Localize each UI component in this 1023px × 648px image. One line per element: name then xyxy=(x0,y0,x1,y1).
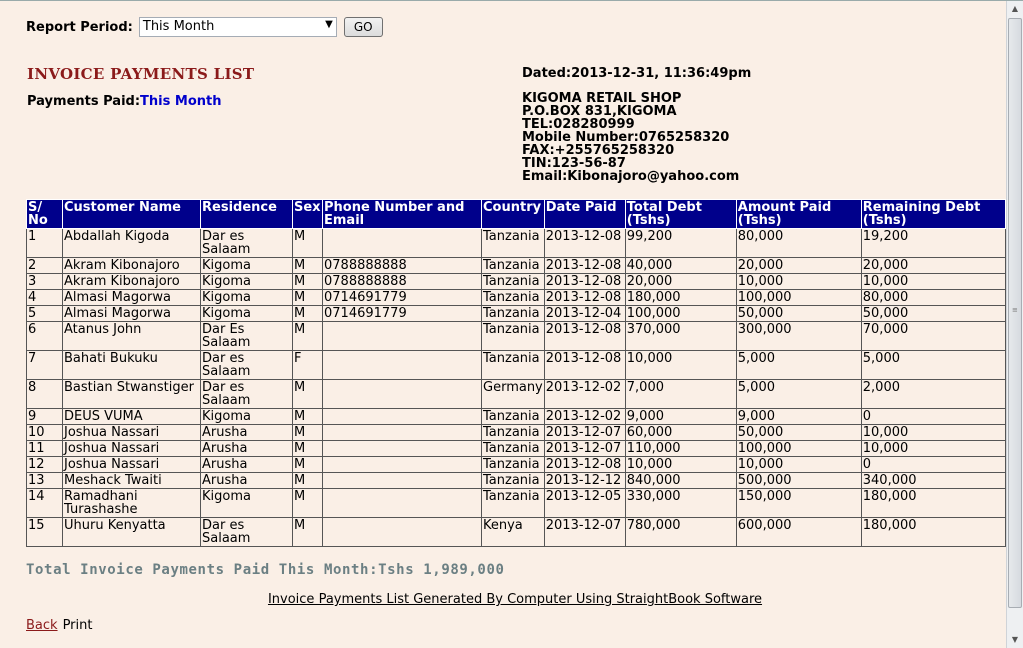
cell-customer-name: Meshack Twaiti xyxy=(63,473,201,489)
table-header-row xyxy=(27,200,1006,229)
cell-sex: M xyxy=(293,457,323,473)
print-link[interactable]: Print xyxy=(62,618,93,633)
cell-total-debt: 7,000 xyxy=(625,380,736,409)
column-header-phone-email: Phone Number and Email xyxy=(323,200,482,229)
cell-country: Tanzania xyxy=(482,306,545,322)
table-body xyxy=(27,229,1006,547)
cell-date-paid: 2013-12-07 xyxy=(544,425,625,441)
cell-total-debt: 100,000 xyxy=(625,306,736,322)
scroll-down-icon[interactable]: ▼ xyxy=(1011,635,1019,644)
cell-country: Tanzania xyxy=(482,290,545,306)
cell-phone-email xyxy=(323,489,482,518)
report-period-label: Report Period: xyxy=(26,19,133,35)
shop-tin: TIN:123-56-87 xyxy=(522,156,626,171)
page-title: INVOICE PAYMENTS LIST xyxy=(27,65,255,83)
table-row xyxy=(27,351,1006,380)
cell-residence: Kigoma xyxy=(201,409,293,425)
cell-customer-name: Almasi Magorwa xyxy=(63,306,201,322)
column-header-remaining-debt: Remaining Debt (Tshs) xyxy=(861,200,1005,229)
shop-tel: TEL:028280999 xyxy=(522,117,635,132)
cell-total-debt: 110,000 xyxy=(625,441,736,457)
column-header-country: Country xyxy=(482,200,545,229)
cell-sno: 5 xyxy=(27,306,63,322)
cell-date-paid: 2013-12-08 xyxy=(544,457,625,473)
cell-remaining-debt: 80,000 xyxy=(861,290,1005,306)
cell-sno: 7 xyxy=(27,351,63,380)
cell-total-debt: 99,200 xyxy=(625,229,736,258)
cell-sno: 10 xyxy=(27,425,63,441)
cell-total-debt: 10,000 xyxy=(625,457,736,473)
cell-date-paid: 2013-12-08 xyxy=(544,322,625,351)
cell-residence: Dar Es Salaam xyxy=(201,322,293,351)
cell-phone-email xyxy=(323,409,482,425)
chevron-down-icon: ▼ xyxy=(325,19,333,30)
cell-sno: 9 xyxy=(27,409,63,425)
grip-icon: ≡ xyxy=(1012,306,1018,314)
cell-residence: Dar es Salaam xyxy=(201,229,293,258)
cell-amount-paid: 100,000 xyxy=(736,441,861,457)
cell-remaining-debt: 340,000 xyxy=(861,473,1005,489)
cell-country: Tanzania xyxy=(482,473,545,489)
cell-phone-email: 0788888888 xyxy=(323,258,482,274)
cell-customer-name: Joshua Nassari xyxy=(63,441,201,457)
cell-sex: M xyxy=(293,441,323,457)
cell-residence: Dar es Salaam xyxy=(201,380,293,409)
table-row xyxy=(27,274,1006,290)
payments-paid-line xyxy=(27,94,221,109)
shop-email: Email:Kibonajoro@yahoo.com xyxy=(522,169,740,184)
cell-date-paid: 2013-12-12 xyxy=(544,473,625,489)
cell-phone-email xyxy=(323,473,482,489)
table-row xyxy=(27,229,1006,258)
cell-sex: M xyxy=(293,229,323,258)
table-row xyxy=(27,409,1006,425)
scroll-up-icon[interactable]: ▲ xyxy=(1011,4,1019,13)
cell-sno: 2 xyxy=(27,258,63,274)
cell-remaining-debt: 19,200 xyxy=(861,229,1005,258)
cell-phone-email xyxy=(323,380,482,409)
report-page xyxy=(0,1,1006,648)
cell-phone-email xyxy=(323,441,482,457)
report-date: Dated:2013-12-31, 11:36:49pm xyxy=(522,66,752,81)
total-payments: Total Invoice Payments Paid This Month:Tshs 1,989,000 xyxy=(26,562,505,578)
cell-residence: Arusha xyxy=(201,457,293,473)
cell-date-paid: 2013-12-07 xyxy=(544,518,625,547)
table-row xyxy=(27,489,1006,518)
cell-date-paid: 2013-12-02 xyxy=(544,409,625,425)
cell-remaining-debt: 10,000 xyxy=(861,425,1005,441)
cell-total-debt: 780,000 xyxy=(625,518,736,547)
cell-total-debt: 20,000 xyxy=(625,274,736,290)
cell-date-paid: 2013-12-08 xyxy=(544,351,625,380)
cell-remaining-debt: 70,000 xyxy=(861,322,1005,351)
cell-customer-name: Abdallah Kigoda xyxy=(63,229,201,258)
cell-sno: 3 xyxy=(27,274,63,290)
cell-phone-email xyxy=(323,457,482,473)
cell-residence: Dar es Salaam xyxy=(201,518,293,547)
cell-amount-paid: 20,000 xyxy=(736,258,861,274)
cell-sex: M xyxy=(293,290,323,306)
cell-sex: M xyxy=(293,518,323,547)
table-row xyxy=(27,380,1006,409)
column-header-sex: Sex xyxy=(293,200,323,229)
shop-name: KIGOMA RETAIL SHOP xyxy=(522,91,682,106)
cell-country: Tanzania xyxy=(482,258,545,274)
cell-remaining-debt: 10,000 xyxy=(861,441,1005,457)
go-button[interactable]: GO xyxy=(344,17,383,37)
cell-date-paid: 2013-12-08 xyxy=(544,290,625,306)
cell-country: Tanzania xyxy=(482,457,545,473)
cell-residence: Dar es Salaam xyxy=(201,351,293,380)
shop-mobile: Mobile Number:0765258320 xyxy=(522,130,730,145)
report-period-value: This Month xyxy=(142,19,215,34)
cell-amount-paid: 50,000 xyxy=(736,306,861,322)
report-period-select[interactable] xyxy=(139,17,337,37)
cell-sno: 1 xyxy=(27,229,63,258)
cell-residence: Kigoma xyxy=(201,274,293,290)
cell-sex: M xyxy=(293,258,323,274)
cell-sex: M xyxy=(293,306,323,322)
cell-country: Germany xyxy=(482,380,545,409)
cell-phone-email: 0714691779 xyxy=(323,290,482,306)
cell-residence: Kigoma xyxy=(201,258,293,274)
cell-remaining-debt: 180,000 xyxy=(861,489,1005,518)
cell-customer-name: Uhuru Kenyatta xyxy=(63,518,201,547)
cell-remaining-debt: 2,000 xyxy=(861,380,1005,409)
cell-amount-paid: 10,000 xyxy=(736,457,861,473)
shop-address: P.O.BOX 831,KIGOMA xyxy=(522,104,677,119)
cell-customer-name: Joshua Nassari xyxy=(63,425,201,441)
cell-remaining-debt: 0 xyxy=(861,409,1005,425)
cell-residence: Arusha xyxy=(201,425,293,441)
cell-phone-email: 0788888888 xyxy=(323,274,482,290)
cell-date-paid: 2013-12-07 xyxy=(544,441,625,457)
cell-country: Kenya xyxy=(482,518,545,547)
column-header-sno: S/ No xyxy=(27,200,63,229)
shop-fax: FAX:+255765258320 xyxy=(522,143,675,158)
table-row xyxy=(27,457,1006,473)
table-row xyxy=(27,518,1006,547)
vertical-scrollbar[interactable] xyxy=(1006,1,1023,648)
cell-customer-name: DEUS VUMA xyxy=(63,409,201,425)
cell-country: Tanzania xyxy=(482,489,545,518)
cell-residence: Kigoma xyxy=(201,489,293,518)
cell-sex: M xyxy=(293,380,323,409)
cell-sex: F xyxy=(293,351,323,380)
cell-residence: Arusha xyxy=(201,473,293,489)
cell-phone-email xyxy=(323,425,482,441)
cell-date-paid: 2013-12-05 xyxy=(544,489,625,518)
cell-remaining-debt: 20,000 xyxy=(861,258,1005,274)
cell-residence: Kigoma xyxy=(201,306,293,322)
table-row xyxy=(27,425,1006,441)
cell-sno: 8 xyxy=(27,380,63,409)
cell-total-debt: 370,000 xyxy=(625,322,736,351)
cell-phone-email xyxy=(323,322,482,351)
cell-date-paid: 2013-12-04 xyxy=(544,306,625,322)
cell-remaining-debt: 10,000 xyxy=(861,274,1005,290)
cell-amount-paid: 150,000 xyxy=(736,489,861,518)
table-row xyxy=(27,306,1006,322)
cell-customer-name: Atanus John xyxy=(63,322,201,351)
cell-country: Tanzania xyxy=(482,229,545,258)
cell-date-paid: 2013-12-08 xyxy=(544,274,625,290)
cell-country: Tanzania xyxy=(482,409,545,425)
column-header-date-paid: Date Paid xyxy=(544,200,625,229)
cell-country: Tanzania xyxy=(482,441,545,457)
cell-amount-paid: 600,000 xyxy=(736,518,861,547)
report-period-row xyxy=(26,17,383,37)
cell-sex: M xyxy=(293,409,323,425)
table-row xyxy=(27,290,1006,306)
cell-customer-name: Bastian Stwanstiger xyxy=(63,380,201,409)
column-header-total-debt: Total Debt (Tshs) xyxy=(625,200,736,229)
cell-remaining-debt: 5,000 xyxy=(861,351,1005,380)
column-header-amount-paid: Amount Paid (Tshs) xyxy=(736,200,861,229)
cell-sex: M xyxy=(293,425,323,441)
cell-amount-paid: 5,000 xyxy=(736,351,861,380)
cell-amount-paid: 80,000 xyxy=(736,229,861,258)
payments-paid-value: This Month xyxy=(140,94,222,109)
cell-amount-paid: 9,000 xyxy=(736,409,861,425)
cell-residence: Arusha xyxy=(201,441,293,457)
table-row xyxy=(27,473,1006,489)
cell-sno: 13 xyxy=(27,473,63,489)
column-header-customer-name: Customer Name xyxy=(63,200,201,229)
payments-paid-label: Payments Paid: xyxy=(27,94,141,109)
cell-sex: M xyxy=(293,274,323,290)
cell-total-debt: 180,000 xyxy=(625,290,736,306)
cell-country: Tanzania xyxy=(482,425,545,441)
column-header-residence: Residence xyxy=(201,200,293,229)
cell-phone-email xyxy=(323,518,482,547)
cell-sno: 6 xyxy=(27,322,63,351)
cell-amount-paid: 5,000 xyxy=(736,380,861,409)
cell-phone-email: 0714691779 xyxy=(323,306,482,322)
cell-customer-name: Bahati Bukuku xyxy=(63,351,201,380)
cell-remaining-debt: 180,000 xyxy=(861,518,1005,547)
cell-remaining-debt: 0 xyxy=(861,457,1005,473)
cell-customer-name: Akram Kibonajoro xyxy=(63,258,201,274)
cell-country: Tanzania xyxy=(482,274,545,290)
table-row xyxy=(27,258,1006,274)
cell-country: Tanzania xyxy=(482,351,545,380)
cell-sno: 14 xyxy=(27,489,63,518)
cell-total-debt: 60,000 xyxy=(625,425,736,441)
shop-info xyxy=(522,92,739,183)
cell-total-debt: 10,000 xyxy=(625,351,736,380)
cell-sex: M xyxy=(293,322,323,351)
cell-phone-email xyxy=(323,351,482,380)
cell-customer-name: Akram Kibonajoro xyxy=(63,274,201,290)
cell-amount-paid: 50,000 xyxy=(736,425,861,441)
back-link[interactable]: Back xyxy=(26,618,58,633)
cell-customer-name: Joshua Nassari xyxy=(63,457,201,473)
cell-sno: 12 xyxy=(27,457,63,473)
table-row xyxy=(27,322,1006,351)
cell-country: Tanzania xyxy=(482,322,545,351)
cell-amount-paid: 500,000 xyxy=(736,473,861,489)
cell-phone-email xyxy=(323,229,482,258)
cell-sno: 11 xyxy=(27,441,63,457)
cell-total-debt: 840,000 xyxy=(625,473,736,489)
cell-residence: Kigoma xyxy=(201,290,293,306)
payments-table xyxy=(26,199,1006,547)
cell-sex: M xyxy=(293,473,323,489)
table-row xyxy=(27,441,1006,457)
cell-amount-paid: 10,000 xyxy=(736,274,861,290)
cell-sno: 15 xyxy=(27,518,63,547)
cell-total-debt: 330,000 xyxy=(625,489,736,518)
cell-amount-paid: 300,000 xyxy=(736,322,861,351)
cell-date-paid: 2013-12-08 xyxy=(544,258,625,274)
cell-date-paid: 2013-12-08 xyxy=(544,229,625,258)
cell-amount-paid: 100,000 xyxy=(736,290,861,306)
generated-by-note: Invoice Payments List Generated By Computer Using StraightBook Software xyxy=(267,592,763,607)
cell-customer-name: Ramadhani Turashashe xyxy=(63,489,201,518)
cell-sno: 4 xyxy=(27,290,63,306)
cell-remaining-debt: 50,000 xyxy=(861,306,1005,322)
cell-date-paid: 2013-12-02 xyxy=(544,380,625,409)
cell-customer-name: Almasi Magorwa xyxy=(63,290,201,306)
cell-sex: M xyxy=(293,489,323,518)
cell-total-debt: 9,000 xyxy=(625,409,736,425)
scroll-thumb[interactable] xyxy=(1008,18,1022,608)
bottom-links xyxy=(26,618,92,633)
cell-total-debt: 40,000 xyxy=(625,258,736,274)
